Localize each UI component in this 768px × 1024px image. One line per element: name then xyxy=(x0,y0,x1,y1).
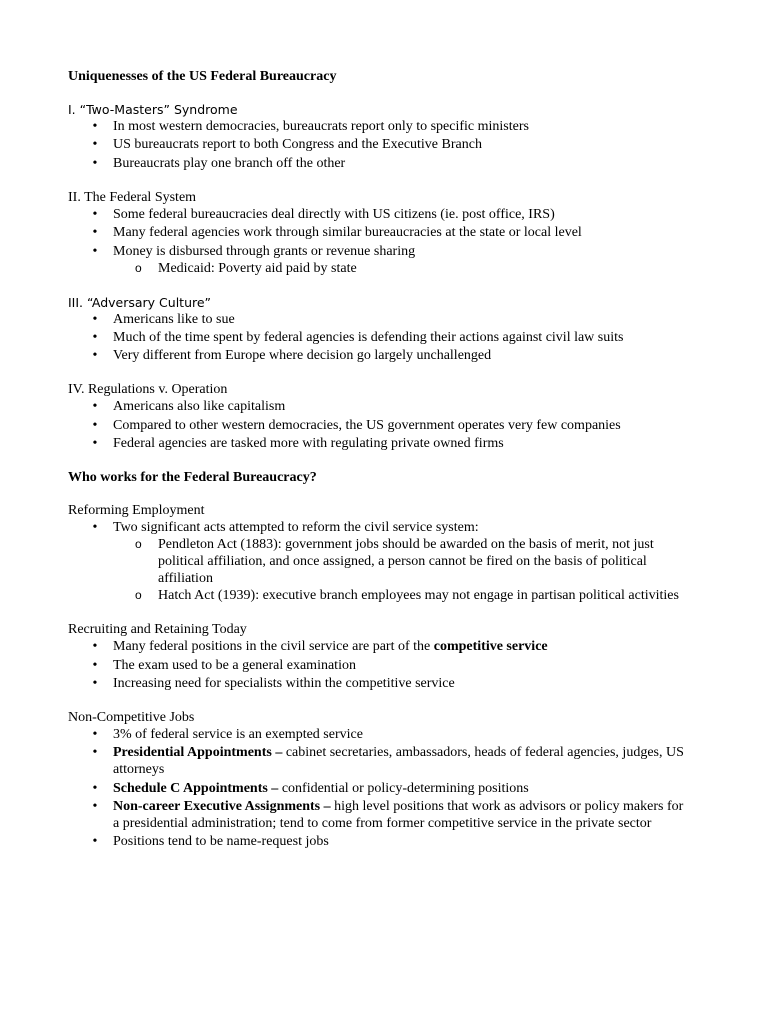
list-item-text: Two significant acts attempted to reform the civil service system: xyxy=(113,520,479,536)
list-item xyxy=(68,638,688,655)
bullet-icon: • xyxy=(92,726,98,742)
bullet-list xyxy=(68,206,688,277)
list-item xyxy=(68,136,688,153)
sub-list-item-text: Hatch Act (1939): executive branch employees may not engage in partisan political activities xyxy=(158,588,679,604)
list-item-text: Americans also like capitalism xyxy=(113,399,286,415)
list-item xyxy=(68,243,688,277)
section-title: III. “Adversary Culture” xyxy=(68,294,212,310)
bullet-icon: • xyxy=(92,639,98,655)
list-item-text: Compared to other western democracies, the US government operates very few companies xyxy=(113,417,621,433)
list-item-text: Americans like to sue xyxy=(113,311,235,327)
bullet-icon: • xyxy=(92,675,98,691)
section-two-masters xyxy=(68,101,688,172)
list-item-text: In most western democracies, bureaucrats report only to specific ministers xyxy=(113,119,529,134)
section-title: Recruiting and Retaining Today xyxy=(68,622,247,638)
list-item xyxy=(68,726,688,743)
bullet-icon: • xyxy=(92,520,98,536)
bullet-list xyxy=(68,519,688,604)
bullet-list xyxy=(68,638,688,692)
bullet-icon: • xyxy=(92,417,98,433)
bullet-icon: • xyxy=(92,225,98,241)
bullet-list xyxy=(68,118,688,172)
list-item xyxy=(68,417,688,434)
sub-list-item xyxy=(113,587,688,604)
list-item xyxy=(68,224,688,241)
bullet-icon: • xyxy=(92,119,98,134)
list-item-text: Increasing need for specialists within the competitive service xyxy=(113,675,455,691)
list-item-text: confidential or policy-determining positions xyxy=(278,780,529,796)
section-regulations xyxy=(68,381,688,452)
list-item xyxy=(68,118,688,135)
list-item-text: Bureaucrats play one branch off the other xyxy=(113,155,346,171)
sub-list-item xyxy=(113,536,688,587)
bold-term: Presidential Appointments – xyxy=(113,745,283,761)
list-item-text: Much of the time spent by federal agencies is defending their actions against civil law suits xyxy=(113,329,624,345)
list-item xyxy=(68,329,688,346)
bold-term: Non-career Executive Assignments – xyxy=(113,799,331,815)
list-item xyxy=(68,155,688,172)
bullet-icon: • xyxy=(92,137,98,153)
list-item xyxy=(68,657,688,674)
sub-list xyxy=(113,260,688,277)
bullet-list xyxy=(68,726,688,851)
bullet-icon: • xyxy=(92,834,98,850)
bullet-icon: • xyxy=(92,657,98,673)
list-item-text: Federal agencies are tasked more with regulating private owned firms xyxy=(113,436,504,452)
list-item-text: Many federal agencies work through similar bureaucracies at the state or local level xyxy=(113,225,582,241)
list-item-text: The exam used to be a general examination xyxy=(113,657,356,673)
list-item-text: cabinet secretaries, ambassadors, heads of federal agencies, judges, US attorneys xyxy=(113,745,684,778)
bold-term: Schedule C Appointments – xyxy=(113,780,279,796)
list-item-text: 3% of federal service is an exempted service xyxy=(113,726,363,742)
section-title: IV. Regulations v. Operation xyxy=(68,382,228,398)
list-item xyxy=(68,744,688,778)
list-item-text: high level positions that work as advisors or policy makers for a presidential administration; tend to come from former competitive service in the private sector xyxy=(113,799,684,832)
list-item-text: US bureaucrats report to both Congress and the Executive Branch xyxy=(113,137,482,153)
list-item xyxy=(68,206,688,223)
list-item xyxy=(68,519,688,604)
sub-list xyxy=(113,536,688,604)
section-adversary-culture xyxy=(68,294,688,365)
bullet-icon: • xyxy=(92,745,98,761)
bullet-icon: • xyxy=(92,243,98,259)
bullet-icon: • xyxy=(92,780,98,796)
list-item xyxy=(68,311,688,328)
bullet-icon: • xyxy=(92,155,98,171)
bullet-icon: • xyxy=(92,436,98,452)
section-non-competitive xyxy=(68,709,688,851)
bullet-icon: • xyxy=(92,799,98,815)
bullet-icon: • xyxy=(92,329,98,345)
section-federal-system xyxy=(68,189,688,277)
bold-term: competitive service xyxy=(433,639,548,655)
list-item xyxy=(68,347,688,364)
sub-list-item-text: Pendleton Act (1883): government jobs should be awarded on the basis of merit, not just political affiliation, and once assigned, a person cannot be fired on the basis of political affiliation xyxy=(158,537,654,587)
section-title: Reforming Employment xyxy=(68,503,205,519)
sub-bullet-icon: o xyxy=(135,537,142,552)
list-item-text: Very different from Europe where decision go largely unchallenged xyxy=(113,348,492,364)
sub-bullet-icon: o xyxy=(135,260,142,275)
bullet-list xyxy=(68,311,688,365)
list-item-text: Many federal positions in the civil service are part of the xyxy=(113,639,434,655)
heading-who-works: Who works for the Federal Bureaucracy? xyxy=(68,470,317,486)
bullet-list xyxy=(68,398,688,452)
list-item xyxy=(68,398,688,415)
sub-bullet-icon: o xyxy=(135,588,142,603)
list-item xyxy=(68,675,688,692)
bullet-icon: • xyxy=(92,348,98,364)
bullet-icon: • xyxy=(92,206,98,222)
section-recruiting xyxy=(68,621,688,692)
sub-list-item-text: Medicaid: Poverty aid paid by state xyxy=(158,260,357,276)
list-item-text: Some federal bureaucracies deal directly with US citizens (ie. post office, IRS) xyxy=(113,206,555,222)
bullet-icon: • xyxy=(92,399,98,415)
section-reforming-employment xyxy=(68,502,688,604)
section-title: II. The Federal System xyxy=(68,189,197,205)
list-item xyxy=(68,833,688,850)
list-item xyxy=(68,798,688,832)
list-item xyxy=(68,435,688,452)
list-item-text: Money is disbursed through grants or revenue sharing xyxy=(113,243,416,259)
sub-list-item xyxy=(113,260,688,277)
list-item-text: Positions tend to be name-request jobs xyxy=(113,834,329,850)
section-title: Non-Competitive Jobs xyxy=(68,709,195,725)
section-title: I. “Two-Masters” Syndrome xyxy=(68,102,238,117)
list-item xyxy=(68,780,688,797)
heading-uniquenesses: Uniquenesses of the US Federal Bureaucracy xyxy=(68,69,337,84)
bullet-icon: • xyxy=(92,311,98,327)
